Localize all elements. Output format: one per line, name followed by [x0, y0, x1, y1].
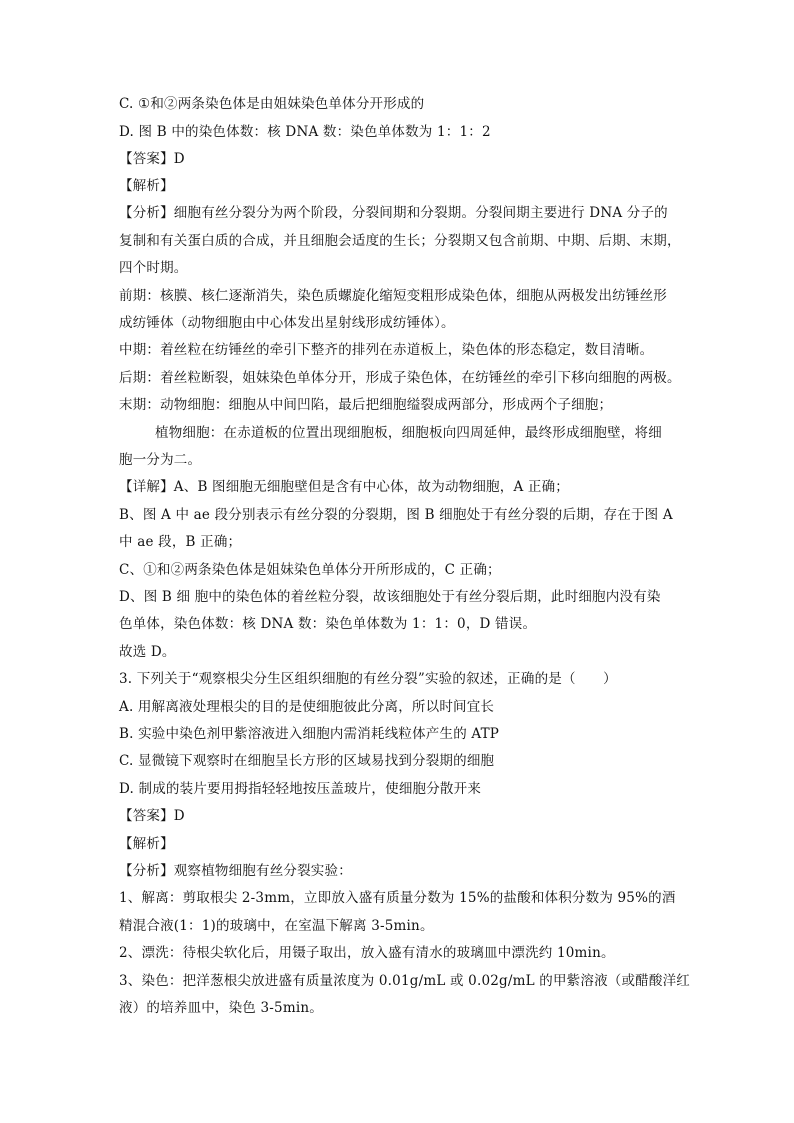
- analysis-text: 【分析】观察植物细胞有丝分裂实验：: [119, 863, 352, 879]
- step-staining: 3、染色：把洋葱根尖放进盛有质量浓度为 0.01g/mL 或 0.02g/mL 的甲紫溶液（或醋酸洋红: [119, 973, 690, 989]
- analysis-label: 【解析】: [119, 836, 174, 852]
- option-a: A. 用解离液处理根尖的目的是使细胞彼此分离，所以时间宜长: [119, 699, 495, 715]
- answer-label: 【答案】D: [119, 808, 185, 824]
- detail-text: 【详解】A、B 图细胞无细胞壁但是含有中心体，故为动物细胞，A 正确；: [119, 479, 570, 495]
- step-dissociation: 精混合液(1：1)的玻璃中，在室温下解离 3-5min。: [119, 918, 434, 934]
- analysis-text: 四个时期。: [119, 260, 188, 276]
- analysis-text: 【分析】细胞有丝分裂分为两个阶段，分裂间期和分裂期。分裂间期主要进行 DNA 分子的: [119, 205, 668, 221]
- detail-text: C、①和②两条染色体是姐妹染色单体分开所形成的，C 正确；: [119, 562, 501, 578]
- plant-cell-text: 胞一分为二。: [119, 452, 202, 468]
- answer-label: 【答案】D: [119, 151, 185, 167]
- step-dissociation: 1、解离：剪取根尖 2-3mm，立即放入盛有质量分数为 15%的盐酸和体积分数为 95%的酒: [119, 890, 676, 906]
- conclusion-text: 故选 D。: [119, 644, 176, 660]
- step-staining: 液）的培养皿中，染色 3-5min。: [119, 1000, 323, 1016]
- option-c: C. ①和②两条染色体是由姐妹染色单体分开形成的: [119, 96, 425, 112]
- detail-text: 色单体，染色体数：核 DNA 数：染色单体数为 1：1：0，D 错误。: [119, 616, 537, 632]
- analysis-text: 复制和有关蛋白质的合成，并且细胞会适度的生长；分裂期又包含前期、中期、后期、末期，: [119, 233, 681, 249]
- anaphase-text: 后期：着丝粒断裂，姐妹染色单体分开，形成子染色体，在纺锤丝的牵引下移向细胞的两极。: [119, 370, 681, 386]
- detail-text: D、图 B 细 胞中的染色体的着丝粒分裂，故该细胞处于有丝分裂后期，此时细胞内没有染: [119, 589, 661, 605]
- detail-text: B、图 A 中 ae 段分别表示有丝分裂的分裂期，图 B 细胞处于有丝分裂的后期，存在于图 A: [119, 507, 673, 523]
- analysis-label: 【解析】: [119, 178, 174, 194]
- detail-text: 中 ae 段，B 正确；: [119, 534, 242, 550]
- option-d: D. 制成的装片要用拇指轻轻地按压盖玻片，使细胞分散开来: [119, 781, 482, 797]
- metaphase-text: 中期：着丝粒在纺锤丝的牵引下整齐的排列在赤道板上，染色体的形态稳定，数目清晰。: [119, 342, 654, 358]
- plant-cell-text: 植物细胞：在赤道板的位置出现细胞板，细胞板向四周延伸，最终形成细胞壁，将细: [155, 425, 662, 441]
- telophase-text: 末期：动物细胞：细胞从中间凹陷，最后把细胞缢裂成两部分，形成两个子细胞；: [119, 397, 613, 413]
- prophase-text: 前期：核膜、核仁逐渐消失，染色质螺旋化缩短变粗形成染色体，细胞从两极发出纺锤丝形: [119, 288, 667, 304]
- step-rinsing: 2、漂洗：待根尖软化后，用镊子取出，放入盛有清水的玻璃皿中漂洗约 10min。: [119, 945, 615, 961]
- option-c: C. 显微镜下观察时在细胞呈长方形的区域易找到分裂期的细胞: [119, 753, 495, 769]
- prophase-text: 成纺锤体（动物细胞由中心体发出星射线形成纺锤体）。: [119, 315, 455, 331]
- option-b: B. 实验中染色剂甲紫溶液进入细胞内需消耗线粒体产生的 ATP: [119, 726, 500, 742]
- option-d: D. 图 B 中的染色体数：核 DNA 数：染色单体数为 1：1：2: [119, 124, 491, 140]
- question-3: 3. 下列关于“观察根尖分生区组织细胞的有丝分裂”实验的叙述，正确的是（ ）: [119, 671, 617, 687]
